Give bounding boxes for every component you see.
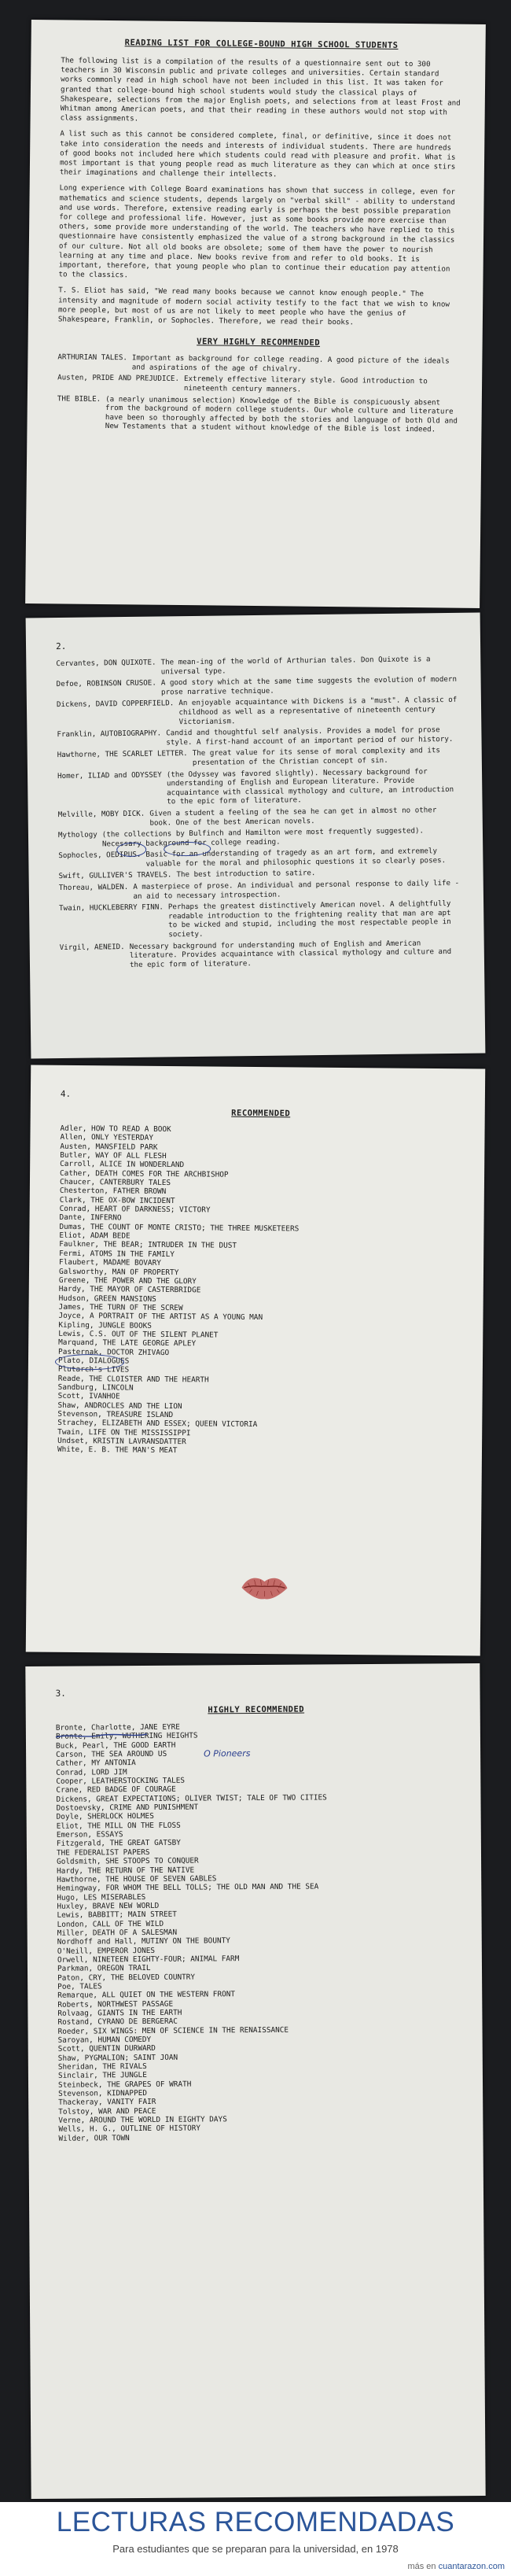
book-entry xyxy=(57,374,458,397)
book-list-item: Tolstoy, WAR AND PEACE xyxy=(58,2106,156,2117)
book-list-item: Marquand, THE LATE GEORGE APLEY xyxy=(58,1338,197,1349)
handwritten-note: O Pioneers xyxy=(204,1748,251,1759)
book-description: Important as background for college reading. A good picture of the ideals and aspirations of the age of chivalry. xyxy=(131,353,450,374)
book-list-item: O'Neill, EMPEROR JONES xyxy=(57,1946,156,1956)
book-description: (the Odyssey was favored slightly). Necessary background for understanding of English and European literature. Provide acquaintance with classical mythology and culture, an introduction to the epic form of literature. xyxy=(166,766,454,806)
book-list-item: Clark, THE OX-BOW INCIDENT xyxy=(59,1195,175,1205)
book-list-item: Fitzgerald, THE GREAT GATSBY xyxy=(56,1839,181,1849)
book-list-item: Stevenson, TREASURE ISLAND xyxy=(57,1409,174,1420)
page-number: 3. xyxy=(55,1688,66,1699)
book-entry xyxy=(57,353,458,376)
book-list xyxy=(57,1124,461,1458)
book-list-item: Carroll, ALICE IN WONDERLAND xyxy=(60,1160,185,1170)
book-list-item: Scott, QUENTIN DURWARD xyxy=(57,2044,156,2054)
book-list-item: Sandburg, LINCOLN xyxy=(57,1382,134,1393)
book-entry xyxy=(57,766,459,808)
book-title: Swift, GULLIVER'S TRAVELS. xyxy=(58,870,172,881)
document-page-4 xyxy=(25,1663,485,2499)
book-list-item: Dickens, GREAT EXPECTATIONS; OLIVER TWIST; TALE OF TWO CITIES xyxy=(56,1793,327,1804)
book-title: ARTHURIAN TALES. xyxy=(57,352,127,363)
book-title: Mythology xyxy=(57,830,97,840)
book-list-item: Goldsmith, SHE STOOPS TO CONQUER xyxy=(57,1856,199,1866)
book-list-item: Pasternak, DOCTOR ZHIVAGO xyxy=(58,1347,170,1357)
section-title: HIGHLY RECOMMENDED xyxy=(208,1704,305,1715)
book-title: Franklin, AUTOBIOGRAPHY. xyxy=(57,729,162,740)
book-entry xyxy=(58,806,459,829)
page-title: READING LIST FOR COLLEGE-BOUND HIGH SCHOOL STUDENTS xyxy=(124,38,399,50)
book-description: A masterpiece of prose. An individual and personal response to daily life - an aid to necessary introspection. xyxy=(133,878,460,901)
book-list-item: Stevenson, KIDNAPPED xyxy=(58,2089,148,2098)
book-title: Twain, HUCKLEBERRY FINN. xyxy=(59,902,164,913)
book-entry xyxy=(57,675,458,698)
page-number: 2. xyxy=(55,640,67,652)
book-list-item: Remarque, ALL QUIET ON THE WESTERN FRONT xyxy=(57,1990,236,2001)
book-list-item: Hugo, LES MISERABLES xyxy=(57,1892,146,1902)
book-description: The mean-ing of the world of Arthurian tales. Don Quixote is a universal type. xyxy=(160,655,431,677)
book-list-item: Kipling, JUNGLE BOOKS xyxy=(58,1320,152,1330)
book-list-item: Greene, THE POWER AND THE GLORY xyxy=(58,1275,197,1286)
book-list-item: Dostoevsky, CRIME AND PUNISHMENT xyxy=(56,1803,199,1813)
book-list-item: Chesterton, FATHER BROWN xyxy=(59,1187,167,1197)
document-page-2 xyxy=(26,612,486,1058)
book-title: Defoe, ROBINSON CRUSOE. xyxy=(56,678,156,689)
paragraph: The following list is a compilation of the results of a questionnaire sent out to 300 teachers in 30 Wisconsin public and private colleges and universities. Certain standard works commonly read in high school have not been included in this list. It was taken for granted that college-bound high school students would study the classical plays of Shakespeare, selections from the major English poets, and selections from at least Frost and Whitman among American poets, and that their reading in these authors would not stop with class assignments. xyxy=(60,56,465,124)
book-list-item: Butler, WAY OF ALL FLESH xyxy=(60,1150,167,1161)
book-list-item: Bronte, Emily, WUTHERING HEIGHTS xyxy=(55,1731,198,1742)
book-entry xyxy=(56,655,457,677)
book-list-item: Sinclair, THE JUNGLE xyxy=(57,2071,147,2081)
book-title: Dickens, DAVID COPPERFIELD. xyxy=(56,699,175,710)
book-list-item: Dante, INFERNO xyxy=(59,1213,122,1223)
book-title: Melville, MOBY DICK. xyxy=(57,809,145,819)
book-list-item: Parkman, OREGON TRAIL xyxy=(57,1964,151,1974)
book-description: Given a student a feeling of the sea he can get in almost no other book. One of the best American novels. xyxy=(149,806,437,828)
book-list-item: Carson, THE SEA AROUND US xyxy=(56,1749,167,1759)
book-list-item: Allen, ONLY YESTERDAY xyxy=(60,1133,154,1143)
book-description: (a nearly unanimous selection) Knowledge of the Bible is conspicuously absent from the background of modern college students. Our whole culture and literature have been so thoroughly affected by both the stories and language of both Old and New Testaments that a student without knowledge of the Bible is lost indeed. xyxy=(105,394,458,434)
book-list-item: Dumas, THE COUNT OF MONTE CRISTO; THE THREE MUSKETEERS xyxy=(59,1222,300,1234)
book-list-item: Joyce, A PORTRAIT OF THE ARTIST AS A YOUNG MAN xyxy=(58,1312,263,1323)
book-list-item: Eliot, ADAM BEDE xyxy=(59,1231,131,1241)
book-list-item: THE FEDERALIST PAPERS xyxy=(56,1847,150,1858)
book-description: Extremely effective literary style. Good introduction to nineteenth century manners. xyxy=(183,375,428,394)
book-title: Virgil, AENEID. xyxy=(59,942,125,952)
book-list-item: Rolvaag, GIANTS IN THE EARTH xyxy=(57,2008,182,2018)
book-description: An enjoyable acquaintance with Dickens is a "must". A classic of childhood as well as a representative of nineteenth century Victorianism. xyxy=(178,696,458,726)
book-list-item: White, E. B. THE MAN'S MEAT xyxy=(57,1445,178,1456)
book-list-item: Hemingway, FOR WHOM THE BELL TOLLS; THE OLD MAN AND THE SEA xyxy=(57,1882,319,1893)
lipstick-kiss-mark xyxy=(237,1570,292,1606)
book-list-item: Cooper, LEATHERSTOCKING TALES xyxy=(56,1776,186,1786)
book-entry xyxy=(60,938,461,970)
book-description: Candid and thoughtful self analysis. Provides a model for prose style. A first-hand account of an important period of our history. xyxy=(166,725,454,747)
book-title: THE BIBLE. xyxy=(57,394,101,404)
paragraph: A list such as this cannot be considered complete, final, or definitive, since it does not take into consideration the needs and interests of individual students. There are hundreds of good books not included here which students could read with pleasure and profit. What is most important is that young people read as much literature as they can which at once stirs their imaginations and challenge their intellects. xyxy=(59,129,461,179)
book-list-item: Austen, MANSFIELD PARK xyxy=(60,1142,158,1152)
book-title: Thoreau, WALDEN. xyxy=(58,883,129,893)
book-list-item: Orwell, NINETEEN EIGHTY-FOUR; ANIMAL FARM xyxy=(57,1954,240,1965)
book-description: The great value for its sense of moral complexity and its presentation of the Christian concept of sin. xyxy=(192,746,441,767)
book-entry xyxy=(57,696,458,728)
book-description: Perhaps the greatest distinctively American novel. A delightfully readable introduction to the frightening reality that man are apt to be wicked and stupid, including the most respectable people in society. xyxy=(167,899,451,939)
book-list-item: Hardy, THE MAYOR OF CASTERBRIDGE xyxy=(58,1285,201,1295)
document-page-1 xyxy=(25,20,486,608)
book-description: Basic for an understanding of tragedy as an art form, and extremely valuable for the moral and philosophic questions it so clearly poses. xyxy=(145,847,447,869)
section-title: RECOMMENDED xyxy=(231,1108,291,1119)
caption-title: LECTURAS RECOMENDADAS xyxy=(56,2507,455,2537)
book-list-item: Plutarch's LIVES xyxy=(57,1365,130,1375)
book-list-item: Rostand, CYRANO DE BERGERAC xyxy=(57,2017,178,2028)
book-list-item: Hudson, GREEN MANSIONS xyxy=(58,1294,156,1304)
book-list-item: James, THE TURN OF THE SCREW xyxy=(58,1302,183,1313)
book-list-item: Chaucer, CANTERBURY TALES xyxy=(59,1177,171,1188)
book-list-item: Wells, H. G., OUTLINE OF HISTORY xyxy=(58,2124,201,2135)
book-entry xyxy=(59,899,461,941)
book-list-item: Conrad, LORD JIM xyxy=(56,1767,127,1777)
book-description: A good story which at the same time suggests the evolution of modern prose narrative technique. xyxy=(160,675,458,697)
book-list-item: Verne, AROUND THE WORLD IN EIGHTY DAYS xyxy=(58,2115,227,2125)
book-list-item: Undset, KRISTIN LAVRANSDATTER xyxy=(57,1436,186,1447)
book-list-item: Strachey, ELIZABETH AND ESSEX; QUEEN VICTORIA xyxy=(57,1419,258,1430)
book-list-item: Hawthorne, THE HOUSE OF SEVEN GABLES xyxy=(57,1874,217,1884)
book-list-item: Galsworthy, MAN OF PROPERTY xyxy=(58,1267,179,1277)
book-list-item: Emerson, ESSAYS xyxy=(56,1830,123,1840)
book-description: Necessary background for understanding much of English and American literature. Provides acquaintance with classical mythology and culture and the epic form of literature. xyxy=(129,939,452,969)
book-list-item: Buck, Pearl, THE GOOD EARTH xyxy=(55,1740,176,1751)
document-page-3 xyxy=(26,1065,485,1655)
book-entry xyxy=(57,394,458,435)
book-list-item: Lewis, C.S. OUT OF THE SILENT PLANET xyxy=(58,1329,219,1340)
book-title: Austen, PRIDE AND PREJUDICE. xyxy=(57,373,180,384)
book-list-item: Shaw, PYGMALION; SAINT JOAN xyxy=(57,2053,178,2063)
book-list-item: Roeder, SIX WINGS: MEN OF SCIENCE IN THE RENAISSANCE xyxy=(57,2025,289,2036)
source-link[interactable]: cuantarazon.com xyxy=(438,2562,505,2571)
book-list xyxy=(56,1721,460,2143)
book-entry xyxy=(57,746,458,769)
book-list-item: Faulkner, THE BEAR; INTRUDER IN THE DUST xyxy=(59,1240,237,1251)
book-list-item: Conrad, HEART OF DARKNESS; VICTORY xyxy=(59,1204,211,1215)
book-description: (the collections by Bulfinch and Hamilton were most frequently suggested). Necessary background for college reading. xyxy=(101,826,425,849)
book-list-item: Paton, CRY, THE BELOVED COUNTRY xyxy=(57,1973,196,1983)
page-number: 4. xyxy=(60,1088,72,1099)
book-list-item: Poe, TALES xyxy=(57,1982,102,1991)
book-list-item: Eliot, THE MILL ON THE FLOSS xyxy=(56,1821,181,1831)
pen-underline-mark xyxy=(54,1730,149,1740)
book-list-item: Fermi, ATOMS IN THE FAMILY xyxy=(59,1249,175,1259)
book-list-item: Doyle, SHERLOCK HOLMES xyxy=(56,1812,154,1822)
book-list-item: Nordhoff and Hall, MUTINY ON THE BOUNTY xyxy=(57,1936,230,1947)
book-list-item: Twain, LIFE ON THE MISSISSIPPI xyxy=(57,1427,191,1437)
book-title: Cervantes, DON QUIXOTE. xyxy=(56,658,156,669)
book-title: Homer, ILIAD and ODYSSEY xyxy=(57,769,162,781)
book-list-item: Thackeray, VANITY FAIR xyxy=(58,2098,156,2108)
book-list-item: Cather, DEATH COMES FOR THE ARCHBISHOP xyxy=(60,1168,229,1179)
book-list-item: Roberts, NORTHWEST PASSAGE xyxy=(57,1999,174,2010)
book-list-item: Wilder, OUR TOWN xyxy=(58,2133,130,2143)
book-list-item: Crane, RED BADGE OF COURAGE xyxy=(56,1785,176,1795)
book-title: Sophocles, OEDIPUS. xyxy=(58,851,142,861)
book-list-item: Lewis, BABBITT; MAIN STREET xyxy=(57,1910,177,1920)
book-list-item: Reade, THE CLOISTER AND THE HEARTH xyxy=(57,1374,209,1385)
source-prefix: más en xyxy=(407,2562,436,2571)
book-description: The best introduction to satire. xyxy=(176,869,316,880)
book-list-item: Plato, DIALOGUES xyxy=(57,1356,130,1366)
book-list-item: London, CALL OF THE WILD xyxy=(57,1919,164,1929)
book-list-item: Steinbeck, THE GRAPES OF WRATH xyxy=(57,2080,192,2090)
source-credit xyxy=(407,2562,505,2571)
book-entry xyxy=(57,725,458,748)
book-list-item: Cather, MY ANTONIA xyxy=(56,1759,136,1769)
caption-footer xyxy=(0,2502,511,2576)
book-list-item: Shaw, ANDROCLES AND THE LION xyxy=(57,1401,182,1411)
book-list-item: Flaubert, MADAME BOVARY xyxy=(59,1257,161,1268)
section-title: VERY HIGHLY RECOMMENDED xyxy=(197,337,321,349)
paragraph: T. S. Eliot has said, "We read many books because we cannot know enough people." The intensity and magnitude of modern social activity testify to the fact that we wish to know more people, but most of us are not likely to meet people who have the genius of Shakespeare, Franklin, or Sophocles. Therefore, we read their books. xyxy=(57,286,454,327)
book-list-item: Adler, HOW TO READ A BOOK xyxy=(60,1124,171,1135)
book-list-item: Bronte, Charlotte, JANE EYRE xyxy=(55,1722,180,1733)
book-list-item: Sheridan, THE RIVALS xyxy=(57,2062,147,2072)
book-list-item: Scott, IVANHOE xyxy=(57,1392,120,1401)
book-list-item: Saroyan, HUMAN COMEDY xyxy=(57,2035,152,2045)
paragraph: Long experience with College Board examinations has shown that success in college, even for mathematics and science students, depends largely on "verbal skill" - ability to understand and use words. Therefore, extensive reading early is perhaps the best possible preparation for college and professional life. However, just as some books provide more exercise than others, some provide more understanding of the world. The teachers who have replied to this questionnaire have consistently emphasized the value of a strong background in the classics of our culture. Not all old books are obsolete; some of them have the power to nourish learning at any time and place. New books revive from and refer to old books. It is important, therefore, that young people who plan to continue their education pay attention to the classics. xyxy=(58,183,460,280)
book-title: Hawthorne, THE SCARLET LETTER. xyxy=(57,749,188,760)
book-list-item: Miller, DEATH OF A SALESMAN xyxy=(57,1928,178,1938)
book-list-item: Hardy, THE RETURN OF THE NATIVE xyxy=(57,1866,195,1876)
book-list-item: Huxley, BRAVE NEW WORLD xyxy=(57,1901,160,1911)
caption-subtitle: Para estudiantes que se preparan para la universidad, en 1978 xyxy=(112,2543,399,2555)
book-entry xyxy=(59,879,460,902)
